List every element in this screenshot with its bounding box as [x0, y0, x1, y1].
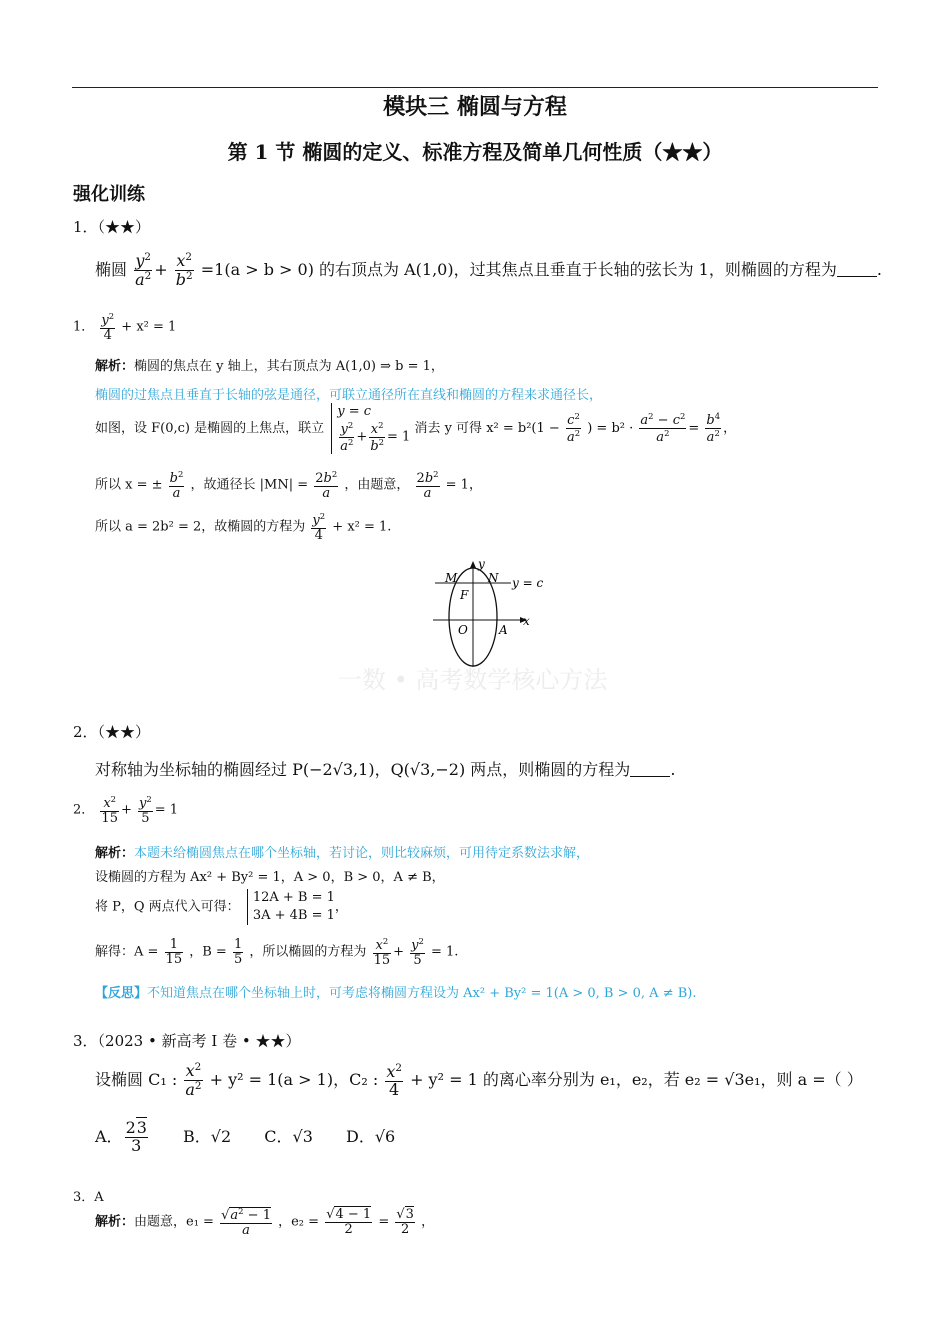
s2-line-3: 将 P，Q 两点代入可得： 12A + B = 1 3A + 4B = 1， — [95, 889, 348, 925]
s3-line-1: 解析：由题意，e₁ = $\frac{√a^2 - 1}{a}$ ，e₂ = $\frac{√4 - 1}{2}$ = $\frac{√3}{2}$ ， — [95, 1206, 435, 1238]
s1-line-2: 椭圆的过焦点且垂直于长轴的弦是通径，可联立通径所在直线和椭圆的方程来求通径长， — [95, 388, 603, 403]
label-N: N — [488, 571, 499, 585]
ellipse-diagram — [425, 555, 555, 670]
s1-answer: 1． $\frac{y^2}{4}$ + x² = 1 — [73, 311, 177, 343]
s1-line-4: 所以 x = ± $\frac{b^2}{a}$ ，故通径长 |MN| = $\frac{2b^2}{a}$ ，由题意， $\frac{2b^2}{a}$ = 1， — [95, 469, 482, 501]
label-M: M — [445, 571, 458, 585]
q2-text: 对称轴为坐标轴的椭圆经过 P(−2√3,1)，Q(√3,−2) 两点，则椭圆的方程为 . — [95, 760, 676, 779]
s1-line-5: 所以 a = 2b² = 2，故椭圆的方程为 $\frac{y^2}{4}$ + x² = 1. — [95, 511, 392, 543]
s2-answer: 2． $\frac{x^2}{15}$ + $\frac{y^2}{5}$ = 1 — [73, 794, 179, 826]
choice-a[interactable]: A． $\frac{23}{3}$ — [95, 1118, 147, 1155]
q3-text: 设椭圆 C₁ : $\frac{x^2}{a^2}$ + y² = 1(a > 1)，C₂ : $\frac{x^2}{4}$ + y² = 1 的离心率分别为 e₁，e₂，若 e₂ = √3e₁，则 a =（ ） — [95, 1061, 863, 1100]
q1-number: 1．（★★） — [73, 218, 151, 236]
s1-line-1: 解析：椭圆的焦点在 y 轴上，其右顶点为 A(1,0) ⇒ b = 1， — [95, 359, 444, 374]
label-F: F — [460, 588, 469, 602]
q3-choices — [95, 1120, 423, 1155]
top-rule — [72, 87, 878, 88]
training-heading: 强化训练 — [73, 184, 145, 205]
choice-c[interactable]: C．√3 — [264, 1126, 313, 1146]
s2-line-4: 解得：A = $\frac{1}{15}$ ，B = $\frac{1}{5}$ ，所以椭圆的方程为 $\frac{x^2}{15}$ + $\frac{y^2}{5}$ = 1. — [95, 936, 459, 968]
label-x-axis: x — [523, 614, 530, 628]
label-A: A — [499, 623, 508, 637]
page-title: 模块三 椭圆与方程 — [383, 94, 567, 120]
s2-reflection: 【反思】不知道焦点在哪个坐标轴上时，可考虑将椭圆方程设为 Ax² + By² = 1(A > 0, B > 0, A ≠ B). — [95, 986, 697, 1001]
watermark: 一数 • 高考数学核心方法 — [338, 666, 608, 694]
q2-number: 2．（★★） — [73, 723, 151, 741]
s3-answer: 3．A — [73, 1190, 104, 1205]
label-y-eq-c: y = c — [512, 576, 544, 590]
choice-d[interactable]: D．√6 — [345, 1126, 396, 1146]
s2-line-2: 设椭圆的方程为 Ax² + By² = 1，A > 0，B > 0，A ≠ B， — [95, 870, 445, 885]
s2-line-1: 解析：本题未给椭圆焦点在哪个坐标轴，若讨论，则比较麻烦，可用待定系数法求解， — [95, 846, 590, 861]
choice-b[interactable]: B．√2 — [183, 1126, 232, 1146]
s1-line-3: 如图，设 F(0,c) 是椭圆的上焦点，联立 y = c $\frac{y^2}{a^2}$ + $\frac{x^2}{b^2}$ = 1 消去 y 可得 x² = b²(1 − $\frac{c^2}{a^2}$ ) = b² · $\frac{a^2 - c^2}{a^2}$ = $\frac{b^4}{a^2}$ ， — [95, 404, 737, 454]
q3-number: 3．（2023 • 新高考 Ⅰ 卷 • ★★） — [73, 1032, 301, 1050]
label-O: O — [458, 623, 468, 637]
q2-answer-blank — [630, 760, 670, 777]
section-title: 第 1 节 椭圆的定义、标准方程及简单几何性质（★★） — [227, 140, 723, 164]
q1-text: 椭圆 $\frac{y^2}{a^2}$ + $\frac{x^2}{b^2}$ =1(a > b > 0) 的右顶点为 A(1,0)，过其焦点且垂直于长轴的弦长为 1，则椭圆的方程为 . — [95, 251, 882, 290]
q1-answer-blank — [837, 260, 877, 277]
label-y-axis: y — [478, 557, 485, 571]
